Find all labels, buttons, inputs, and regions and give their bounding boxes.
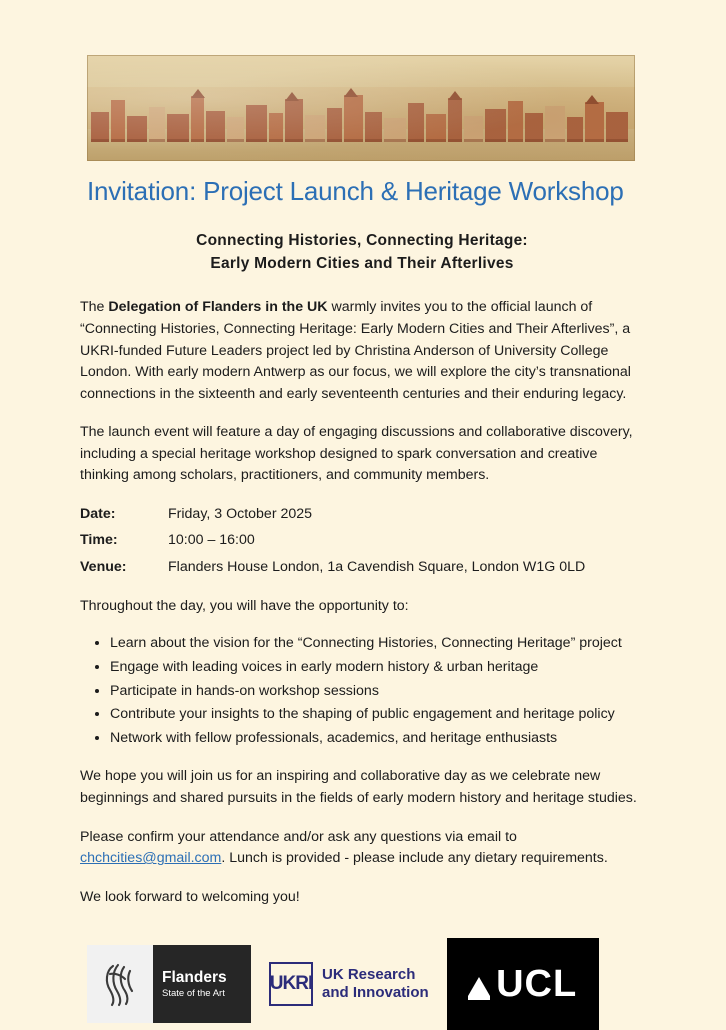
event-detail-venue-value: Flanders House London, 1a Cavendish Square, London W1G 0LD — [168, 558, 586, 575]
farewell-paragraph: We look forward to welcoming you! — [80, 888, 300, 905]
intro-paragraph — [80, 297, 646, 405]
flanders-lion-icon — [101, 960, 139, 1008]
opportunities-list — [80, 633, 646, 749]
opportunities-lead-in: Throughout the day, you will have the opportunity to: — [80, 597, 409, 614]
list-item: • Network with fellow professionals, academics, and heritage enthusiasts — [110, 728, 646, 750]
project-subtitle-line-2: Early Modern Cities and Their Afterlives — [210, 255, 514, 273]
list-item: • Learn about the vision for the “Connecting Histories, Connecting Heritage” project — [110, 633, 646, 655]
banner-border — [87, 55, 635, 161]
ukri-monogram: UKRI — [269, 962, 313, 1006]
event-detail-date — [80, 504, 646, 525]
project-subtitle — [78, 229, 646, 276]
event-description-paragraph: The launch event will feature a day of engaging discussions and collaborative discovery, including a special heritage workshop designed to spark conversation and creative thinking among scholars, practitioners, and community members. — [80, 424, 633, 484]
closing-paragraph: We hope you will join us for an inspiring and collaborative day as we celebrate new beginnings and shared pursuits in the fields of early modern history and heritage studies. — [80, 768, 637, 806]
rsvp-paragraph — [80, 827, 646, 870]
ukri-wordmark — [322, 966, 429, 1003]
event-detail-time-label: Time: — [80, 532, 118, 549]
event-details-list — [80, 504, 646, 578]
event-detail-venue-label: Venue: — [80, 558, 127, 575]
intro-text-part-2: warmly invites you to the official launch of “Connecting Histories, Connecting Heritage: Early Modern Cities and Their Afterlives”, a UKRI-funded Future Leaders project led by Christina Anderson of University College London. With early modern Antwerp as our focus, we will explore the city’s transnational connections in the sixteenth and early seventeenth centuries and their enduring legacy. — [80, 299, 631, 402]
list-item: • Engage with leading voices in early modern history & urban heritage — [110, 657, 646, 679]
list-item: • Contribute your insights to the shaping of public engagement and heritage policy — [110, 704, 646, 726]
document-body — [78, 297, 646, 908]
flanders-lion-panel — [87, 945, 153, 1023]
rsvp-text-part-2: . Lunch is provided - please include any dietary requirements. — [221, 850, 608, 867]
flanders-tagline: State of the Art — [162, 987, 225, 999]
ucl-wordmark: UCL — [496, 963, 578, 1006]
event-detail-date-label: Date: — [80, 506, 116, 523]
document-content — [78, 55, 646, 1030]
host-organisation-name: Delegation of Flanders in the UK — [108, 299, 328, 316]
ukri-wordmark-line-1: UK Research — [322, 965, 416, 983]
event-detail-time-value: 10:00 – 16:00 — [168, 532, 255, 549]
ucl-triangle-icon — [468, 977, 490, 996]
page-title: Invitation: Project Launch & Heritage Workshop — [87, 176, 624, 206]
event-detail-date-value: Friday, 3 October 2025 — [168, 506, 313, 523]
ucl-logo — [447, 938, 599, 1030]
intro-text-part-1: The — [80, 299, 109, 316]
flanders-name: Flanders — [162, 968, 227, 986]
ukri-wordmark-line-2: and Innovation — [322, 984, 429, 1002]
flanders-logo — [87, 945, 251, 1023]
rsvp-email-link[interactable]: chchcities@gmail.com — [80, 850, 222, 867]
event-detail-venue — [80, 557, 646, 578]
list-item: • Participate in hands-on workshop sessions — [110, 681, 646, 703]
city-panorama-banner-image — [87, 55, 635, 161]
ukri-logo — [269, 945, 429, 1023]
project-subtitle-line-1: Connecting Histories, Connecting Heritage: — [196, 231, 528, 249]
partner-logos — [87, 938, 646, 1030]
flanders-wordmark — [153, 945, 251, 1023]
rsvp-text-part-1: Please confirm your attendance and/or ask any questions via email to — [80, 828, 517, 845]
event-detail-time — [80, 530, 646, 551]
